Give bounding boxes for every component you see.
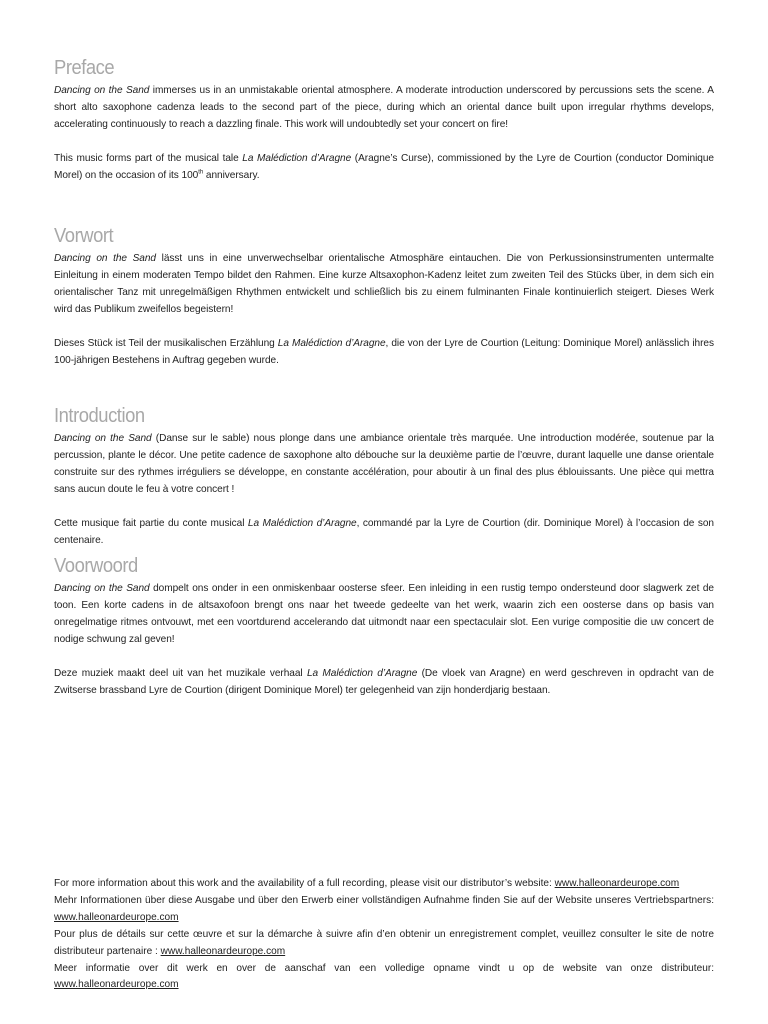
section-preface [54,56,714,184]
ordinal-suffix: th [198,169,204,176]
distributor-link[interactable]: www.halleonardeurope.com [54,911,179,923]
paragraph-preface-1 [54,82,714,133]
section-introduction [54,404,714,549]
tale-title: La Malédiction d’Aragne [242,153,352,164]
tale-title: La Malédiction d’Aragne [306,668,418,679]
paragraph-voorwoord-1 [54,580,714,648]
section-title-preface: Preface [54,57,115,79]
paragraph-text: dompelt ons onder in een onmiskenbaar oosterse sfeer. Een inleiding in een rustig tempo ondersteund door slagwerk zet de toon. Een korte cadens in de altsaxofoon brengt ons naar het tweede gedeelte van het werk, waarin zich een oosterse dans op basis van onregelmatige ritmes ontvouwt, met een voortdurend accelerando dat uitmondt naar een spectaculair slot. Een vurige compositie die uw concert de nodige schwung zal geven! [54,583,714,645]
footer-line-de [54,893,714,927]
work-title: Dancing on the Sand [54,433,152,444]
paragraph-text: (De vloek van Aragne) en werd geschreven in opdracht van de Zwitserse brassband Lyre de Courtion (dirigent Dominique Morel) ter gelegenheid van zijn honderdjarig bestaan. [54,668,714,696]
paragraph-introduction-2 [54,515,714,549]
footer-distributor-info [54,876,714,994]
paragraph-vorwort-1 [54,250,714,318]
section-vorwort [54,224,714,369]
paragraph-introduction-1 [54,430,714,498]
footer-line-en [54,876,714,893]
distributor-link[interactable]: www.halleonardeurope.com [554,878,680,889]
section-title-voorwoord: Voorwoord [54,555,138,577]
paragraph-text: Cette musique fait partie du conte musical [54,518,248,529]
tale-title: La Malédiction d’Aragne [277,338,386,349]
paragraph-text: (Aragne’s Curse), commissioned by the Lyre de Courtion (conductor Dominique Morel) on the occasion of its 100 [54,153,714,181]
work-title: Dancing on the Sand [54,253,156,264]
paragraph-text: anniversary. [203,170,260,181]
paragraph-text: , commandé par la Lyre de Courtion (dir. Dominique Morel) à l’occasion de son centenaire. [54,518,714,546]
paragraph-text: (Danse sur le sable) nous plonge dans une ambiance orientale très marquée. Une introduction modérée, soutenue par la percussion, plante le décor. Une petite cadence de saxophone alto débouche sur la deuxième partie de l’œuvre, durant laquelle une danse orientale construite sur des rythmes irréguliers se développe, en constante accélération, pour aboutir à un final des plus éblouissants. Une pièce qui mettra sans aucun doute le feu à votre concert ! [54,433,714,495]
paragraph-text: Deze muziek maakt deel uit van het muzikale verhaal [54,668,307,679]
paragraph-preface-2 [54,150,714,184]
paragraph-text: Dieses Stück ist Teil der musikalischen Erzählung [54,338,278,349]
footer-text: Pour plus de détails sur cette œuvre et sur la démarche à suivre afin d’en obtenir un enregistrement complet, veuillez consulter le site de notre distributeur partenaire : [54,928,714,957]
distributor-link[interactable]: www.halleonardeurope.com [54,979,179,991]
section-title-introduction: Introduction [54,405,145,427]
distributor-link[interactable]: www.halleonardeurope.com [160,945,286,957]
paragraph-voorwoord-2 [54,665,714,699]
section-voorwoord [54,554,714,699]
tale-title: La Malédiction d’Aragne [247,518,357,529]
footer-line-nl [54,961,714,995]
paragraph-text: , die von der Lyre de Courtion (Leitung: Dominique Morel) anlässlich ihres 100-jährigen Bestehens in Auftrag gegeben wurde. [54,338,714,366]
footer-text: Mehr Informationen über diese Ausgabe und über den Erwerb einer vollständigen Aufnahme finden Sie auf der Website unseres Vertriebspartners: [54,894,714,906]
footer-line-fr [54,927,714,961]
section-title-vorwort: Vorwort [54,225,114,247]
footer-text: Meer informatie over dit werk en over de aanschaf van een volledige opname vindt u op de website van onze distributeur: [54,962,714,974]
work-title: Dancing on the Sand [54,85,150,96]
paragraph-vorwort-2 [54,335,714,369]
paragraph-text: This music forms part of the musical tale [54,153,243,164]
work-title: Dancing on the Sand [54,583,150,594]
paragraph-text: immerses us in an unmistakable oriental atmosphere. A moderate introduction underscored by percussions sets the scene. A short alto saxophone cadenza leads to the second part of the piece, during which an oriental dance built upon irregular rhythms develops, accelerating continuously to reach a dazzling finale. This work will undoubtedly set your concert on fire! [54,85,714,130]
paragraph-text: lässt uns in eine unverwechselbar orientalische Atmosphäre eintauchen. Die von Perkussionsinstrumenten untermalte Einleitung in einem moderaten Tempo bildet den Rahmen. Eine kurze Altsaxophon-Kadenz leitet zum zweiten Teil des Stücks über, in dem sich ein orientalischer Tanz mit unregelmäßigen Rhythmen entwickelt und schließlich bis zu einem fulminanten Finale kontinuierlich steigert. Dieses Werk wird das Publikum zweifellos begeistern! [54,253,714,315]
footer-text: For more information about this work and the availability of a full recording, please visit our distributor’s website: [54,878,555,889]
